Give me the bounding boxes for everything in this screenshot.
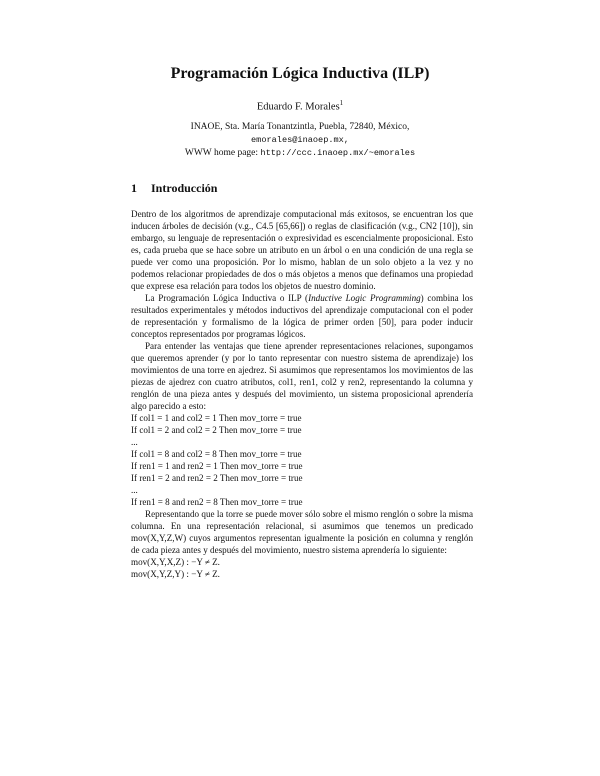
relational-rule-list (131, 556, 473, 580)
rule-ellipsis: ... (131, 485, 138, 495)
rule-line: If ren1 = 2 and ren2 = 2 Then mov_torre = true (131, 473, 303, 483)
paper-title: Programación Lógica Inductiva (ILP) (170, 65, 430, 82)
paragraph-2 (131, 292, 473, 340)
homepage-link[interactable]: http://ccc.inaoep.mx/~emorales (260, 148, 416, 158)
author-line (0, 99, 600, 113)
paragraph-4: Representando que la torre se puede mover sólo sobre el mismo renglón o sobre la misma columna. En una representación relacional, si asumimos que tenemos un predicado mov(X,Y,Z,W) cuyos argumentos representan igualmente la posición en columna y renglón de cada pieza antes y después del movimiento, nuestro sistema aprendería lo siguiente: (131, 509, 473, 555)
rule-line: If ren1 = 1 and ren2 = 1 Then mov_torre = true (131, 461, 303, 471)
rule-list (131, 412, 473, 508)
affiliation-institution: INAOE, Sta. María Tonantzintla, Puebla, 72840, México, (190, 122, 410, 132)
affiliation-block (0, 121, 600, 160)
section-body (131, 208, 473, 580)
author-footnote-mark: 1 (339, 99, 344, 107)
paragraph-3: Para entender las ventajas que tiene aprender representaciones relaciones, supongamos que queremos aprender (y por lo tanto representar con nuestro sistema de aprendizaje) los movimientos de una torre en ajedrez. Si asumimos que representamos los movimientos de las piezas de ajedrez con cuatro atributos, col1, ren1, col2 y ren2, representando la columna y renglón de una pieza antes y después del movimiento, un sistema proposicional aprendería algo parecido a esto: (131, 341, 473, 411)
section-number: 1 (131, 181, 137, 195)
homepage-label: WWW home page: (184, 148, 261, 158)
paragraph-2-emphasis: Inductive Logic Programming (308, 293, 421, 303)
affiliation-email[interactable]: emorales@inaoep.mx, (251, 135, 349, 145)
rule-line: If ren1 = 8 and ren2 = 8 Then mov_torre = true (131, 497, 303, 507)
author-name: Eduardo F. Morales (256, 101, 340, 113)
rule-ellipsis: ... (131, 437, 138, 447)
relational-rule-line: mov(X,Y,Z,Y) : −Y ≠ Z. (131, 569, 220, 579)
paragraph-1: Dentro de los algoritmos de aprendizaje computacional más exitosos, se encuentran los que inducen árboles de decisión (v.g., C4.5 [65,66]) o reglas de clasificación (v.g., CN2 [10]), sin embargo, su lenguaje de representación o expresividad es escencialmente proposicional. Esto es, cada prueba que se hace sobre un atributo en un árbol o en una condición de una regla se puede ver como una proposición. Por lo mismo, hablan de un solo objeto a la vez y no podemos relacionar propiedades de dos o más objetos a menos que definamos una propiedad que exprese esa relación para todos los objetos de nuestro dominio. (131, 209, 473, 291)
paragraph-2-end: ) combina los resultados experimentales y métodos inductivos del aprendizaje computacional con el poder de representación y formalismo de la lógica de primer orden [50], para poder inducir conceptos representados por programas lógicos. (131, 293, 473, 339)
section-heading (131, 181, 217, 196)
rule-line: If col1 = 2 and col2 = 2 Then mov_torre = true (131, 425, 302, 435)
rule-line: If col1 = 8 and col2 = 8 Then mov_torre = true (131, 449, 302, 459)
rule-line: If col1 = 1 and col2 = 1 Then mov_torre = true (131, 413, 302, 423)
section-title: Introducción (151, 181, 218, 195)
affiliation-homepage (0, 147, 600, 160)
relational-rule-line: mov(X,Y,X,Z) : −Y ≠ Z. (131, 557, 220, 567)
paragraph-2-start: La Programación Lógica Inductiva o ILP ( (145, 293, 309, 303)
